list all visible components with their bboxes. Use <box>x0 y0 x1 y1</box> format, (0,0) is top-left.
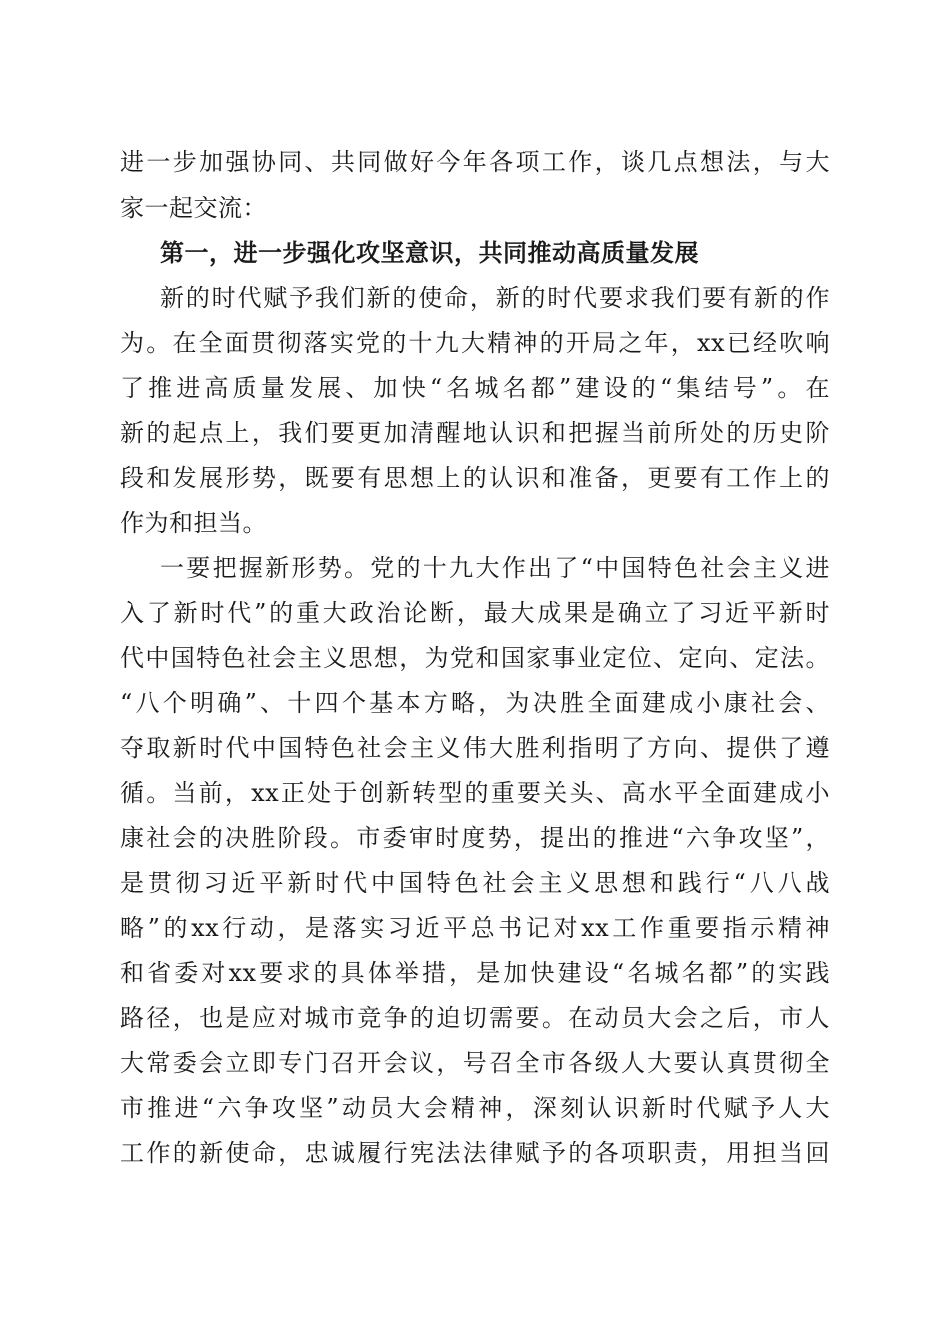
text-line-8: 段和发展形势，既要有思想上的认识和准备，更要有工作上的 <box>120 464 830 492</box>
text-line-6: 了推进高质量发展、加快“名城名都”建设的“集结号”。在 <box>120 374 830 402</box>
text-line-9: 作为和担当。 <box>120 509 267 537</box>
text-line-17: 是贯彻习近平新时代中国特色社会主义思想和践行“八八战 <box>120 869 830 897</box>
text-line-12: 代中国特色社会主义思想，为党和国家事业定位、定向、定法。 <box>120 644 830 672</box>
text-line-23: 工作的新使命，忠诚履行宪法法律赋予的各项职责，用担当回 <box>120 1139 830 1167</box>
text-line-10: 一要把握新形势。党的十九大作出了“中国特色社会主义进 <box>160 554 830 582</box>
section-heading: 第一，进一步强化攻坚意识，共同推动高质量发展 <box>160 238 699 267</box>
text-line-2: 家一起交流： <box>120 194 267 222</box>
text-line-20: 路径，也是应对城市竞争的迫切需要。在动员大会之后，市人 <box>120 1004 830 1032</box>
text-line-4: 新的时代赋予我们新的使命，新的时代要求我们要有新的作 <box>160 284 830 312</box>
text-line-1: 进一步加强协同、共同做好今年各项工作，谈几点想法，与大 <box>120 148 830 176</box>
text-line-5: 为。在全面贯彻落实党的十九大精神的开局之年，xx已经吹响 <box>120 329 830 357</box>
text-line-19: 和省委对xx要求的具体举措，是加快建设“名城名都”的实践 <box>120 959 830 987</box>
text-line-13: “八个明确”、十四个基本方略，为决胜全面建成小康社会、 <box>120 689 830 717</box>
text-line-15: 循。当前，xx正处于创新转型的重要关头、高水平全面建成小 <box>120 779 830 807</box>
text-line-18: 略”的xx行动，是落实习近平总书记对xx工作重要指示精神 <box>120 914 830 942</box>
text-line-11: 入了新时代”的重大政治论断，最大成果是确立了习近平新时 <box>120 599 830 627</box>
text-line-22: 市推进“六争攻坚”动员大会精神，深刻认识新时代赋予人大 <box>120 1094 830 1122</box>
text-line-21: 大常委会立即专门召开会议，号召全市各级人大要认真贯彻全 <box>120 1049 830 1077</box>
text-line-7: 新的起点上，我们要更加清醒地认识和把握当前所处的历史阶 <box>120 419 830 447</box>
text-line-16: 康社会的决胜阶段。市委审时度势，提出的推进“六争攻坚”， <box>120 824 830 852</box>
text-line-14: 夺取新时代中国特色社会主义伟大胜利指明了方向、提供了遵 <box>120 734 830 762</box>
